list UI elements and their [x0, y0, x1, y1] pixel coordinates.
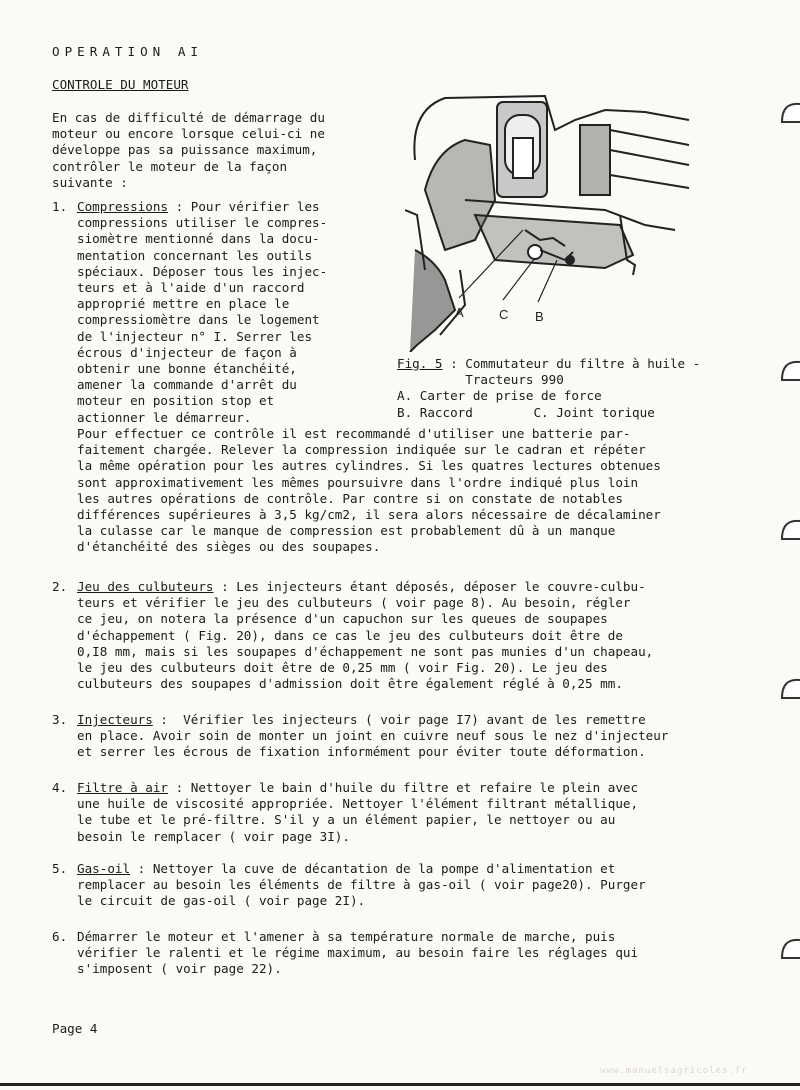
section-title: CONTROLE DU MOTEUR — [52, 77, 189, 92]
item-demarrer: Démarrer le moteur et l'amener à sa température normale de marche, puis vérifier le ralenti et le régime maximum, au besoin faire les réglages qui s'imposent ( voir page 22). — [77, 929, 639, 977]
item-title: Compressions — [77, 199, 168, 214]
item-text: : Les injecteurs étant déposés, déposer le couvre-culbu- teurs et vérifier le jeu des culbuteurs ( voir page 8). Au besoin, régler ce jeu, on notera la présence d'un capuchon sur les queues de soupapes d'échappement ( Fig. 20), dans ce cas le jeu des culbuteurs doit être de 0,I8 mm, mais si les soupapes d'échappement ne sont pas munies d'un chapeau, le jeu des culbuteurs doit être de 0,25 mm ( voir Fig. 20). Le jeu des culbuteurs des soupapes d'admission doit être également réglé à 0,25 mm. — [77, 579, 654, 692]
item-injecteurs — [77, 712, 668, 761]
page-header: OPERATION AI — [52, 44, 203, 59]
item-compressions-continuation: Pour effectuer ce contrôle il est recommandé d'utiliser une batterie par- faitement chargée. Relever la compression indiquée sur le cadran et répéter la même opération pour les autres cylindres. Si les quatres lectures obtenues sont approximativement les mêmes poursuivre dans l'ordre indiqué plus loin les autres opérations de contrôle. Par contre si on constate de notables différences supérieures à 3,5 kg/cm2, il sera alors nécessaire de décalaminer la culasse car le manque de compression est probablement dû à un manque d'étanchéité des sièges ou des soupapes. — [77, 426, 661, 555]
item-title: Gas-oil — [77, 861, 131, 876]
binder-tab — [760, 936, 800, 966]
item-title: Jeu des culbuteurs — [77, 579, 214, 594]
item-number: 4. — [52, 780, 68, 795]
item-number: 1. — [52, 199, 68, 214]
figure-letter-c: C — [499, 307, 509, 322]
binder-tab — [760, 100, 800, 130]
page-number: Page 4 — [52, 1021, 98, 1036]
item-number: 6. — [52, 929, 68, 944]
figure-letter-a: A — [455, 305, 464, 320]
item-jeu-culbuteurs — [77, 579, 653, 692]
watermark: www.manuelsagricoles.fr — [600, 1066, 748, 1076]
bottom-rule — [0, 1083, 800, 1086]
engine-figure — [405, 90, 690, 352]
item-text: : Nettoyer le bain d'huile du filtre et refaire le plein avec une huile de viscosité appropriée. Nettoyer l'élément filtrant métallique, le tube et le pré-filtre. S'il y a un élément papier, le nettoyer ou au besoin le remplacer ( voir page 3I). — [77, 780, 639, 844]
item-number: 3. — [52, 712, 68, 727]
binder-tab — [760, 517, 800, 547]
item-filtre-air — [77, 780, 638, 845]
figure-legend: A. Carter de prise de force B. Raccord C. Joint torique — [397, 388, 655, 420]
item-gas-oil — [77, 861, 646, 910]
item-number: 5. — [52, 861, 68, 876]
binder-tab — [760, 676, 800, 706]
item-compressions — [77, 199, 327, 426]
figure-caption — [397, 356, 700, 421]
item-text: : Vérifier les injecteurs ( voir page I7) avant de les remettre en place. Avoir soin de monter un joint en cuivre neuf sous le nez d'injecteur et serrer les écrous de fixation informément pour éviter toute déformation. — [77, 712, 669, 760]
item-title: Filtre à air — [77, 780, 168, 795]
figure-label: Fig. 5 — [397, 356, 443, 371]
figure-letter-b: B — [535, 309, 544, 324]
binder-tab — [760, 358, 800, 388]
item-text: : Nettoyer la cuve de décantation de la pompe d'alimentation et remplacer au besoin les éléments de filtre à gas-oil ( voir page20). Purger le circuit de gas-oil ( voir page 2I). — [77, 861, 646, 909]
item-text: : Pour vérifier les compressions utiliser le compres- siomètre mentionné dans la docu- mentation concernant les outils spéciaux. Déposer tous les injec- teurs et à l'aide d'un raccord approprié mettre en place le compressiomètre dans le logement de l'injecteur n° I. Serrer les écrous d'injecteur de façon à obtenir une bonne étanchéité, amener la commande d'arrêt du moteur en position stop et actionner le démarreur. — [77, 199, 328, 425]
item-number: 2. — [52, 579, 68, 594]
item-title: Injecteurs — [77, 712, 153, 727]
intro-paragraph: En cas de difficulté de démarrage du moteur ou encore lorsque celui-ci ne développe pas sa puissance maximum, contrôler le moteur de la façon suivante : — [52, 110, 325, 190]
figure-title: : Commutateur du filtre à huile - Tracteurs 990 — [450, 356, 701, 388]
